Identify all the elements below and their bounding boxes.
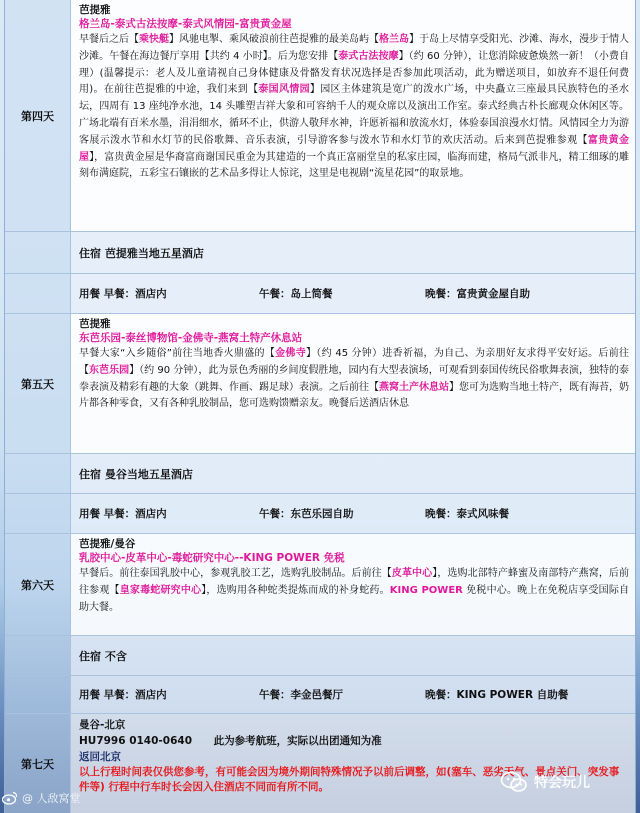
- day7-content: [71, 714, 635, 813]
- desc-text: 】（约 45 分钟）进香祈福，为自己、为亲朋好友求得平安好运。后前往【: [79, 348, 629, 376]
- day5-lunch: 午餐：东芭乐园自助: [259, 508, 354, 520]
- day6-stay-spacer: [5, 636, 71, 675]
- desc-text: 】园区主体建筑是宽广的泼水广场，中央矗立三座最具民族特色的圣水坛，四周有 13 座纯净水池，14 头雕塑吉祥大象和可容纳千人的观众席以及演出工作室。泰式经典古朴长廊观众休闲区等。广场北端有百米水墨，涓涓细水，循环不止，供游人敬拜水神，许愿祈福和放流水灯，体验泰国浪漫水灯情。风情园全力为游客展示泼水节和水灯节的民俗歌舞、音乐表演，引导游客参与泼水节和水灯节的欢庆活动。后来到芭提雅参观【: [79, 84, 630, 146]
- highlight-term: KING POWER: [389, 584, 463, 596]
- day6-meals-spacer: [5, 676, 71, 713]
- day6-lunch: 午餐：李金邑餐厅: [259, 689, 343, 701]
- day7-notice: 以上行程时间表仅供您参考，有可能会因为境外期间特殊情况予以前后调整，如(塞车、恶劣天气、景点关门、突发事件等) 行程中行车时长会因入住酒店不同而有所不同。: [79, 766, 620, 793]
- day6-meals: [71, 676, 635, 713]
- day6-content: [71, 534, 635, 635]
- desc-text: 】风驰电掣、乘风破浪前往芭提雅的最美岛屿【: [169, 34, 379, 45]
- day4-breakfast: 用餐 早餐：酒店内: [79, 288, 167, 300]
- desc-text: 早餐后之后【: [79, 34, 139, 45]
- highlight-term: 泰国风情园: [258, 84, 310, 96]
- day7-flight: HU7996 0140-0640: [79, 735, 192, 747]
- highlight-term: 泰式古法按摩: [338, 50, 399, 62]
- day4-stay-spacer: [5, 232, 71, 273]
- day7-return: 返回北京: [79, 751, 121, 763]
- highlight-term: 富贵黄金屋: [79, 134, 630, 163]
- day5-dinner: 晚餐：泰式风味餐: [425, 508, 509, 520]
- highlight-term: 东芭乐园: [89, 364, 130, 376]
- day4-meals-spacer: [5, 274, 71, 313]
- desc-text: 早餐大家“入乡随俗”前往当地香火鼎盛的【: [79, 348, 276, 359]
- day4-route: 格兰岛-泰式古法按摩-泰式风情园-富贵黄金屋: [79, 18, 292, 30]
- day4-lunch: 午餐：岛上简餐: [259, 288, 333, 300]
- day6-label: 第六天: [5, 534, 71, 635]
- wechat-watermark: [500, 770, 590, 794]
- day5-description: [79, 346, 629, 413]
- desc-text: 】您可为选购当地土特产，既有海苔，奶片都各种零食，又有各种乳胶制品，您可选购馈赠亲友。晚餐后送酒店休息: [79, 381, 629, 410]
- day5-meals-row: [5, 494, 635, 534]
- day5-meals: [71, 494, 635, 533]
- day5-stay: 住宿 曼谷当地五星酒店: [71, 454, 635, 493]
- day4-content: [71, 0, 635, 231]
- weibo-watermark: [2, 790, 81, 806]
- day4-description: [79, 32, 629, 183]
- day7-location: 曼谷-北京: [79, 719, 126, 731]
- weibo-watermark-text: @ 人敌窝堂: [22, 792, 81, 805]
- weibo-icon: [2, 791, 18, 805]
- day5-location: 芭提雅: [79, 318, 111, 330]
- day5-stay-row: [5, 454, 635, 494]
- day6-description: [79, 566, 629, 616]
- desc-text: 早餐后。前往泰国乳胶中心，参观乳胶工艺，选购乳胶制品。后前往【: [79, 568, 392, 579]
- desc-text: 】（约 60 分钟），让您消除疲惫焕然一新！（小费自理）(温馨提示：老人及儿童请视自己身体健康及骨骼发育状况选择是否参加此项活动，此为赠送项目，如放弃不退任何费用)。在前往芭提雅的中途，我们来到【: [79, 50, 629, 96]
- day6-location: 芭提雅/曼谷: [79, 538, 136, 550]
- desc-text: 免税中心。晚上在免税店享受国际自助大餐。: [79, 584, 630, 613]
- highlight-term: 燕窝土产休息站: [379, 381, 449, 393]
- highlight-term: 乘快艇: [139, 34, 169, 45]
- day4-stay-row: [5, 232, 635, 274]
- day4-label: 第四天: [5, 0, 71, 231]
- day4-dinner: 晚餐：富贵黄金屋自助: [425, 288, 530, 300]
- desc-text: 】（约 90 分钟），此为景色秀丽的乡间度假胜地，园内有大型表演场，可观看到泰国传统民俗歌舞表演，独特的泰拳表演及精彩有趣的大象（跳舞、作画、踢足球）表演。之后前往【: [79, 364, 630, 393]
- day7-flight-note: 此为参考航班，实际以出团通知为准: [213, 735, 382, 747]
- wechat-watermark-text: 特会玩儿: [534, 775, 590, 791]
- day7-row: [5, 714, 635, 813]
- day6-dinner: 晚餐：KING POWER 自助餐: [425, 689, 569, 701]
- day6-stay: 住宿 不含: [71, 636, 635, 675]
- day6-meals-row: [5, 676, 635, 714]
- day5-meals-spacer: [5, 494, 71, 533]
- day5-detail-row: [5, 314, 635, 454]
- day5-stay-spacer: [5, 454, 71, 493]
- day6-detail-row: [5, 534, 635, 636]
- desc-text: 】，富贵黄金屋是华裔富商谢国民重金为其建造的一个真正富丽堂皇的私家庄园，临海而建，格局气派非凡，精工细琢的雕刻布满庭院，五彩宝石镶嵌的艺术品多得让人惊诧，这里是电视剧“流星花园”的取景地。: [79, 151, 630, 180]
- desc-text: 】，选购北部特产蜂蜜及南部特产燕窝，后前往参观【: [79, 568, 630, 596]
- day6-breakfast: 用餐 早餐：酒店内: [79, 689, 167, 701]
- day4-location: 芭提雅: [79, 4, 111, 16]
- desc-text: 】于岛上尽情享受阳光、沙滩、海水，漫步于情人沙滩。午餐在海边餐厅享用【共约 4 小时】。后为您安排【: [79, 34, 629, 62]
- day5-content: [71, 314, 635, 453]
- highlight-term: 皇家毒蛇研究中心: [119, 584, 202, 596]
- day5-label: 第五天: [5, 314, 71, 453]
- day4-stay: 住宿 芭提雅当地五星酒店: [71, 232, 635, 273]
- day5-breakfast: 用餐 早餐：酒店内: [79, 508, 167, 520]
- itinerary-table: [4, 0, 636, 813]
- wechat-icon: [500, 770, 528, 794]
- day4-meals: [71, 274, 635, 313]
- desc-text: 】，选购用各种蛇类提炼而成的补身蛇药。: [201, 584, 390, 596]
- highlight-term: 格兰岛: [379, 34, 409, 45]
- day6-stay-row: [5, 636, 635, 676]
- day7-flight-line: [79, 733, 629, 749]
- highlight-term: 皮革中心: [391, 568, 433, 579]
- day5-route: 东芭乐园-泰丝博物馆-金佛寺-燕窝土特产休息站: [79, 332, 303, 344]
- day6-route: 乳胶中心-皮革中心-毒蛇研究中心--KING POWER 免税: [79, 552, 345, 564]
- day4-meals-row: [5, 274, 635, 314]
- day4-detail-row: [5, 0, 635, 232]
- highlight-term: 金佛寺: [275, 348, 306, 359]
- day7-label: 第七天: [5, 714, 71, 813]
